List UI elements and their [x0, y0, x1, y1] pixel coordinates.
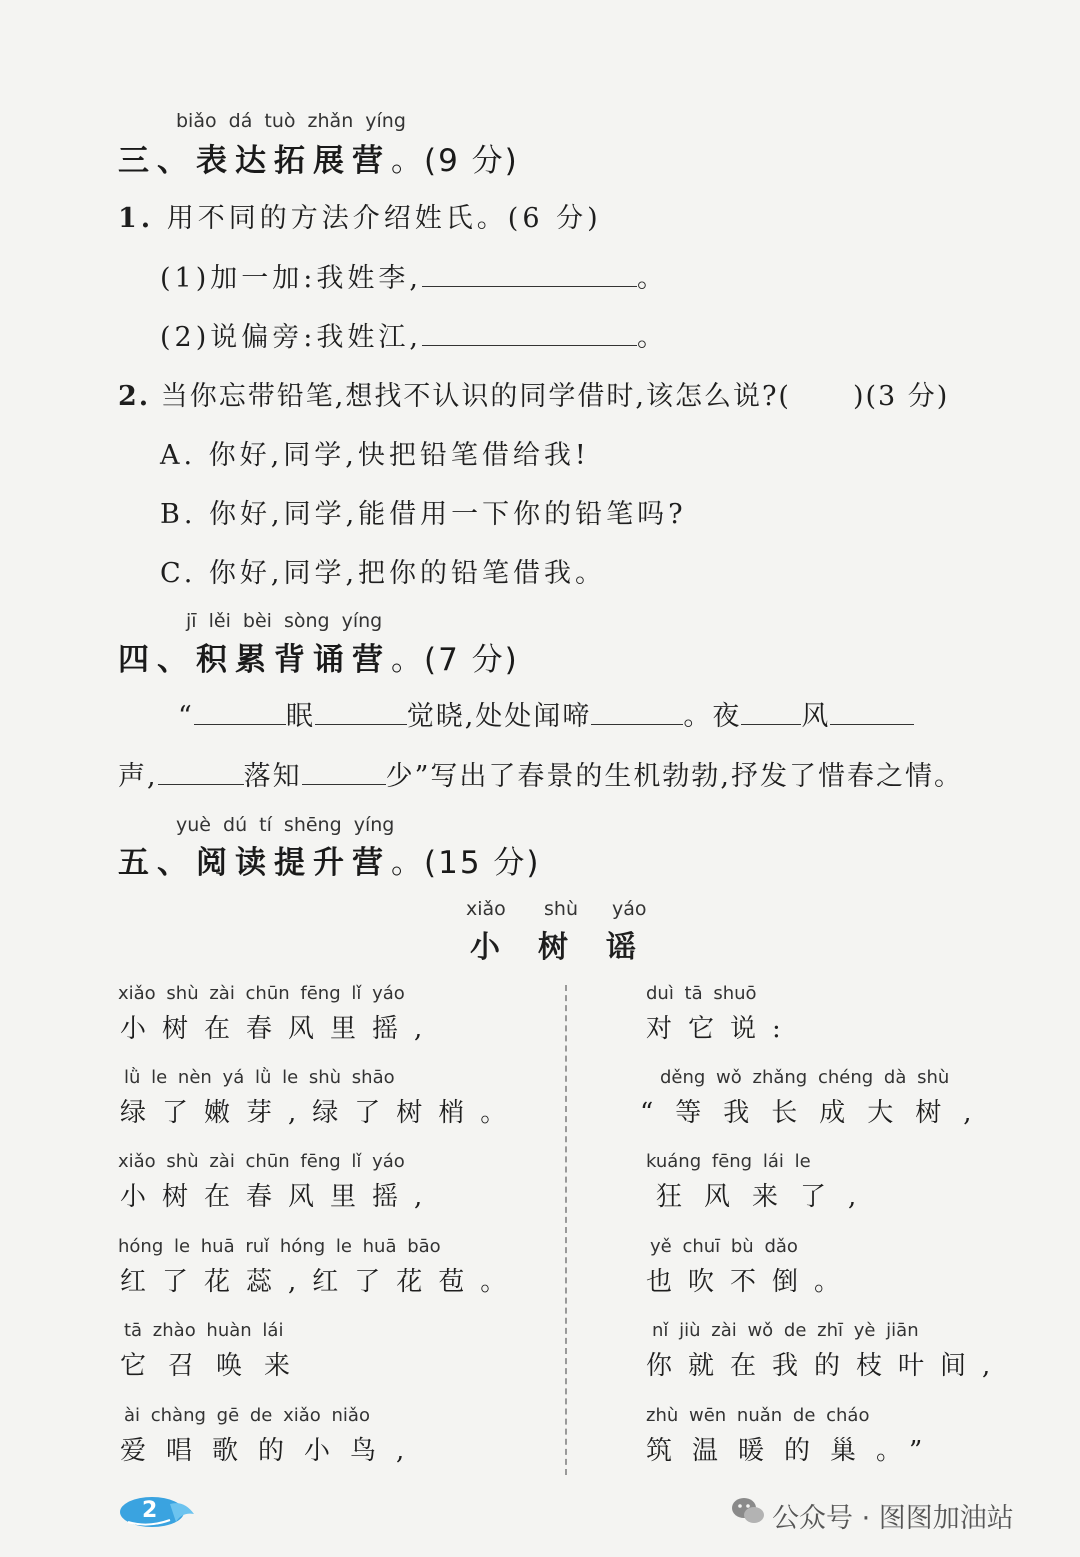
q2-option-b[interactable]: B. 你好,同学,能借用一下你的铅笔吗? [160, 499, 687, 530]
poem-title-py-1: xiǎo [466, 898, 506, 920]
poem-right-line-1: 对它说: [646, 1014, 797, 1044]
poem-title-py-2: shù [544, 898, 578, 920]
q1-item-2-answer-blank[interactable] [422, 319, 637, 346]
poem-left-py-4: hóng le huā ruǐ hóng le huā bāo [118, 1236, 441, 1257]
section3-pinyin: biǎo dá tuò zhǎn yíng [176, 110, 406, 132]
text-jiaoxiao: 觉晓,处处闻啼 [406, 701, 592, 732]
poem-left-line-4: 红了花蕊,红了花苞。 [120, 1267, 523, 1297]
quote-open: “ [178, 701, 194, 732]
q1-item-2-end: 。 [636, 322, 668, 353]
wechat-icon [730, 1493, 766, 1529]
poem-left-py-2: lǜ le nèn yá lǜ le shù shāo [124, 1067, 395, 1088]
poem-left-py-6: ài chàng gē de xiǎo niǎo [124, 1405, 370, 1426]
poem-title-py-3: yáo [612, 898, 647, 920]
poem-left-py-1: xiǎo shù zài chūn fēng lǐ yáo [118, 983, 405, 1004]
blank-4[interactable] [741, 698, 801, 725]
poem-right-line-2: “等我长成大树, [640, 1098, 994, 1128]
section4-line-1 [178, 694, 914, 733]
page-number: 2 [142, 1498, 158, 1523]
q1-number: 1. [118, 203, 155, 234]
q1-text: 用不同的方法介绍姓氏。(6 分) [166, 203, 602, 234]
poem-right-py-6: zhù wēn nuǎn de cháo [646, 1405, 870, 1426]
section5-heading [118, 837, 541, 882]
section3-heading [118, 135, 519, 180]
poem-right-line-6: 筑温暖的巢。” [646, 1436, 943, 1466]
q1-item-1 [160, 256, 668, 295]
blank-6[interactable] [158, 758, 244, 785]
section4-title: 四、积累背诵营 [118, 642, 391, 678]
blank-1[interactable] [194, 698, 286, 725]
q1-item-1-end: 。 [636, 263, 668, 294]
q2-option-a[interactable]: A. 你好,同学,快把铅笔借给我! [160, 440, 590, 471]
column-divider [565, 985, 567, 1475]
section4-pinyin: jī lěi bèi sòng yíng [186, 610, 383, 632]
poem-right-line-3: 狂风来了, [656, 1182, 879, 1212]
text-luozhi: 落知 [243, 761, 302, 792]
q2-score: )(3 分) [852, 381, 950, 412]
q2-prompt [118, 374, 949, 413]
poem-left-line-1: 小树在春风里摇, [120, 1014, 439, 1044]
text-ye: 。夜 [683, 701, 742, 732]
poem-left-line-5: 它召唤来 [120, 1351, 313, 1381]
blank-7[interactable] [302, 758, 386, 785]
poem-right-py-2: děng wǒ zhǎng chéng dà shù [660, 1067, 950, 1088]
text-feng: 风 [801, 701, 831, 732]
q1-item-1-answer-blank[interactable] [422, 260, 637, 287]
text-rest: 少”写出了春景的生机勃勃,抒发了惜春之情。 [385, 761, 963, 792]
poem-left-py-5: tā zhào huàn lái [124, 1320, 284, 1341]
blank-5[interactable] [830, 698, 914, 725]
poem-right-py-5: nǐ jiù zài wǒ de zhī yè jiān [652, 1320, 919, 1341]
text-mian: 眠 [285, 701, 315, 732]
section5-pinyin: yuè dú tí shēng yíng [176, 814, 395, 836]
poem-right-py-3: kuáng fēng lái le [646, 1151, 811, 1172]
q1-item-2 [160, 315, 668, 354]
poem-left-py-3: xiǎo shù zài chūn fēng lǐ yáo [118, 1151, 405, 1172]
section3-score: 。(9 分) [391, 143, 519, 179]
watermark-text: 公众号 · 图图加油站 [772, 1503, 1014, 1534]
section4-heading [118, 634, 519, 679]
poem-title: 小树谣 [470, 930, 674, 965]
text-sheng: 声, [118, 761, 158, 792]
q1-item-1-label: (1)加一加:我姓李, [160, 263, 422, 294]
section5-score: 。(15 分) [391, 845, 541, 881]
q1-prompt [118, 196, 602, 235]
poem-left-line-6: 爱唱歌的小鸟, [120, 1436, 425, 1466]
section4-line-2 [118, 754, 963, 793]
q2-text: 当你忘带铅笔,想找不认识的同学借时,该怎么说?( [160, 381, 791, 412]
q1-item-2-label: (2)说偏旁:我姓江, [160, 322, 422, 353]
section5-title: 五、阅读提升营 [118, 845, 391, 881]
blank-3[interactable] [591, 698, 683, 725]
section3-title: 三、表达拓展营 [118, 143, 391, 179]
poem-right-line-4: 也吹不倒。 [646, 1267, 857, 1297]
q2-option-c[interactable]: C. 你好,同学,把你的铅笔借我。 [160, 558, 607, 589]
poem-right-line-5: 你就在我的枝叶间, [646, 1351, 1007, 1381]
poem-right-py-1: duì tā shuō [646, 983, 757, 1004]
page-number-badge [118, 1492, 198, 1532]
q2-number: 2. [118, 381, 151, 412]
fish-badge-icon [118, 1492, 198, 1532]
poem-left-line-2: 绿了嫩芽,绿了树梢。 [120, 1098, 523, 1128]
poem-right-py-4: yě chuī bù dǎo [650, 1236, 798, 1257]
poem-left-line-3: 小树在春风里摇, [120, 1182, 439, 1212]
section4-score: 。(7 分) [391, 642, 519, 678]
blank-2[interactable] [315, 698, 407, 725]
